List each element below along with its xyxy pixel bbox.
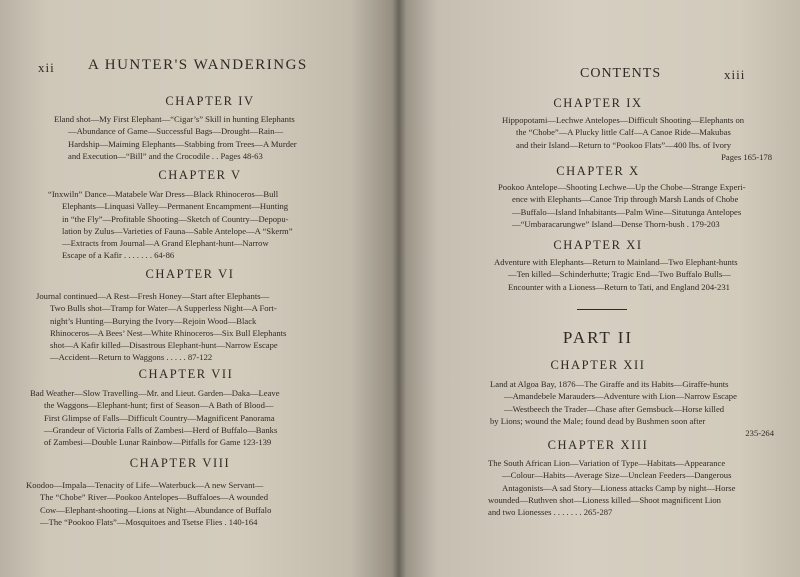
chapter-heading: CHAPTER VI: [145, 267, 235, 281]
page-number-left: xii: [38, 60, 55, 75]
chapter-heading: CHAPTER X: [556, 164, 640, 178]
chapter-heading: CHAPTER XI: [553, 238, 643, 252]
book-gutter: [392, 0, 406, 577]
part-heading: PART II: [562, 328, 634, 347]
page-number-right: xiii: [724, 67, 746, 82]
chapter-summary: Hippopotami—Lechwe Antelopes—Difficult Shooting—Elephants on the “Chobe”—A Plucky little Calf—A Canoe Ride—Makubas and their Island—Return to “Pookoo Flats”—400 lbs. of Ivory Pages 165-178: [502, 115, 772, 162]
chapter-summary: Koodoo—Impala—Tenacity of Life—Waterbuck—A new Servant— The “Chobe” River—Pookoo Antelopes—Buffaloes—A wounded Cow—Elephant-shooting—Lions at Night—Abundance of Buffalo —The “Pookoo Flats”—Mosquitoes and Tsetse Flies . 140-164: [26, 480, 272, 527]
chapter-heading: CHAPTER XII: [550, 358, 646, 372]
chapter-heading: CHAPTER VII: [138, 367, 234, 381]
chapter-summary: Bad Weather—Slow Travelling—Mr. and Lieut. Garden—Daka—Leave the Waggons—Elephant-hunt; first of Season—A Bath of Blood— First Glimpse of Falls—Difficult Country—Magnificent Panorama —Grandeur of Victoria Falls of Zambesi—Herd of Buffalo—Banks of Zambesi—Double Lunar Rainbow—Pitfalls for Game 123-139: [30, 388, 280, 448]
chapter-summary: Journal continued—A Rest—Fresh Honey—Start after Elephants— Two Bulls shot—Tramp for Water—A Supperless Night—A Fort- night’s Hunting—Burying the Ivory—Rejoin Wood—Black Rhinoceros—A Bees’ Nest—White Rhinoceros—Six Bull Elephants shot—A Kafir killed—Disastrous Elephant-hunt—Narrow Escape —Accident—Return to Waggons . . . . . 87-122: [36, 291, 287, 363]
chapter-heading: CHAPTER IX: [553, 96, 643, 110]
chapter-summary: The South African Lion—Variation of Type—Habitats—Appearance —Colour—Habits—Average Size—Unclean Feeders—Dangerous Antagonists—A sad Story—Lioness attacks Camp by night—Horse wounded—Ruthven shot—Lioness killed—Shoot magnificent Lion and two Lionesses . . . . . . . 265-287: [488, 458, 736, 518]
chapter-heading: CHAPTER XIII: [547, 438, 649, 452]
chapter-summary: Land at Algoa Bay, 1876—The Giraffe and its Habits—Giraffe-hunts —Amandebele Marauders—Adventure with Lion—Narrow Escape —Westbeech the Trader—Chase after Gemsbuck—Horse killed by Lions; wound the Male; found dead by Bushmen soon after 235-264: [490, 379, 774, 439]
chapter-heading: CHAPTER V: [158, 168, 242, 182]
chapter-summary: Adventure with Elephants—Return to Mainland—Two Elephant-hunts —Ten killed—Schinderhutte; Tragic End—Two Buffalo Bulls— Encounter with a Lioness—Return to Tati, and England 204-231: [494, 257, 738, 292]
chapter-summary: “Inxwiln” Dance—Matabele War Dress—Black Rhinoceros—Bull Elephants—Linquasi Valley—Permanent Encampment—Hunting in “the Fly”—Profitable Shooting—Sketch of Country—Depopu- lation by Zulus—Varieties of Fauna—Sable Antelope—A “Skerm” —Extracts from Journal—A Grand Elephant-hunt—Narrow Escape of a Kafir . . . . . . . 64-86: [48, 189, 293, 261]
running-title: CONTENTS: [580, 66, 662, 81]
chapter-summary: Eland shot—My First Elephant—“Cigar’s” Skill in hunting Elephants —Abundance of Game—Successful Bags—Drought—Rain— Hardship—Maiming Elephants—Stabbing from Trees—A Murder and Execution—“Bill” and the Crocodile . . Pages 48-63: [54, 114, 297, 161]
right-page: [398, 0, 800, 577]
chapter-summary: Pookoo Antelope—Shooting Lechwe—Up the Chobe—Strange Experi- ence with Elephants—Canoe Trip through Marsh Lands of Chobe —Buffalo—Island Inhabitants—Palm Wine—Situtunga Antelopes —“Umbaracarungwe” Island—Dense Thorn-bush . 179-203: [498, 182, 746, 229]
left-page: [0, 0, 398, 577]
section-divider: [577, 309, 627, 310]
running-title: A HUNTER'S WANDERINGS: [88, 57, 308, 73]
chapter-heading: CHAPTER IV: [165, 94, 255, 108]
chapter-heading: CHAPTER VIII: [129, 456, 231, 470]
